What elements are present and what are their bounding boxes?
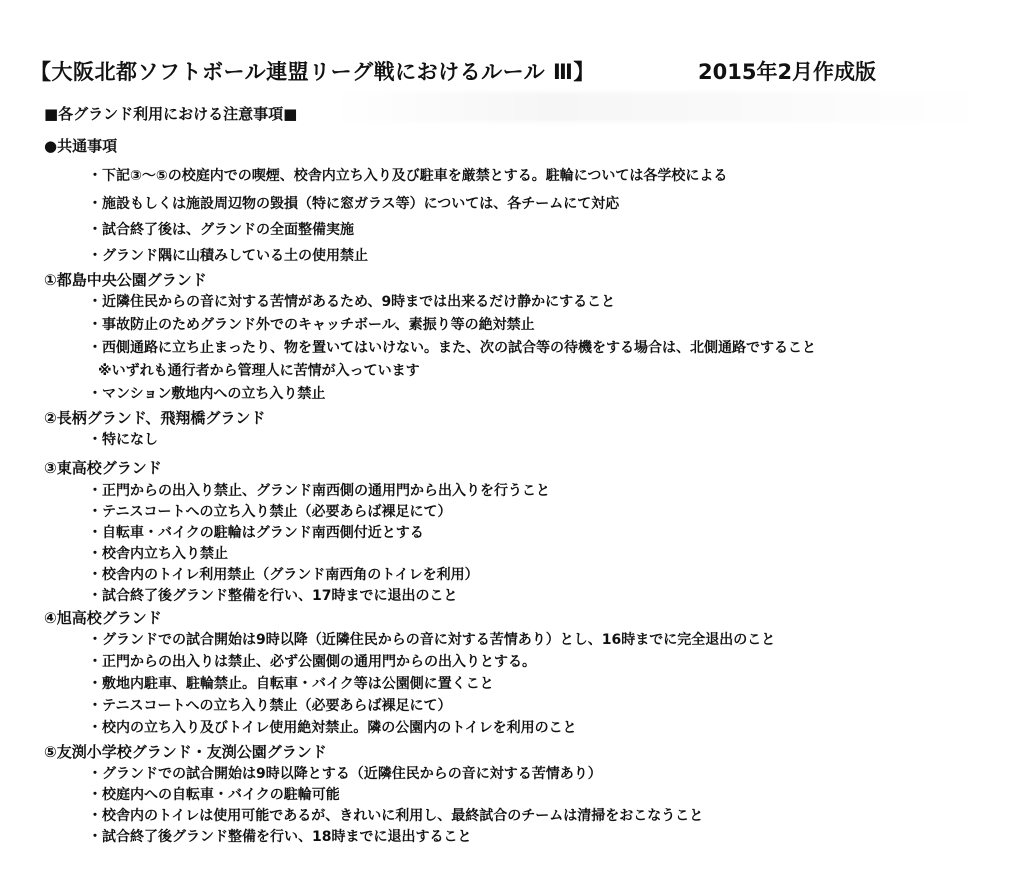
scan-artifact bbox=[330, 92, 990, 122]
section-item: ・西側通路に立ち止まったり、物を置いてはいけない。また、次の試合等の待機をする場合は、北側通路ですること bbox=[88, 340, 816, 356]
section-item: ・テニスコートへの立ち入り禁止（必要あらば裸足にて） bbox=[88, 698, 452, 714]
section-heading: ⑤友渕小学校グランド・友渕公園グランド bbox=[44, 743, 327, 761]
section-item: ・正門からの出入りは禁止、必ず公園側の通用門からの出入りとする。 bbox=[88, 654, 536, 670]
section-item: ・正門からの出入り禁止、グランド南西側の通用門から出入りを行うこと bbox=[88, 483, 550, 499]
section-heading: ①都島中央公園グランド bbox=[44, 271, 207, 289]
section-item: ・校舎内のトイレは使用可能であるが、きれいに利用し、最終試合のチームは清掃をおこなうこと bbox=[88, 808, 704, 824]
section-item: ・校舎内のトイレ利用禁止（グランド南西角のトイレを利用） bbox=[88, 567, 479, 583]
common-item: ・下記③～⑤の校庭内での喫煙、校舎内立ち入り及び駐車を厳禁とする。駐輪については各学校による bbox=[88, 168, 728, 184]
section-item: ・グランドでの試合開始は9時以降とする（近隣住民からの音に対する苦情あり） bbox=[88, 766, 602, 782]
section-item: ・自転車・バイクの駐輪はグランド南西側付近とする bbox=[88, 525, 424, 541]
section-heading: ②長柄グランド、飛翔橋グランド bbox=[44, 409, 266, 427]
notice-heading: ■各グランド利用における注意事項■ bbox=[44, 105, 298, 123]
section-item: ・テニスコートへの立ち入り禁止（必要あらば裸足にて） bbox=[88, 504, 452, 520]
section-item: ・試合終了後グランド整備を行い、18時までに退出すること bbox=[88, 829, 472, 845]
section-note: ※いずれも通行者から管理人に苦情が入っています bbox=[98, 363, 420, 379]
section-item: ・近隣住民からの音に対する苦情があるため、9時までは出来るだけ静かにすること bbox=[88, 294, 616, 310]
section-item: ・グランドでの試合開始は9時以降（近隣住民からの音に対する苦情あり）とし、16時までに完全退出のこと bbox=[88, 632, 776, 648]
section-heading: ④旭高校グランド bbox=[44, 609, 162, 627]
common-item: ・施設もしくは施設周辺物の毀損（特に窓ガラス等）については、各チームにて対応 bbox=[88, 196, 620, 212]
common-heading: ●共通事項 bbox=[44, 137, 118, 155]
section-item: ・特になし bbox=[88, 432, 158, 448]
section-heading: ③東高校グランド bbox=[44, 459, 162, 477]
section-item: ・事故防止のためグランド外でのキャッチボール、素振り等の絶対禁止 bbox=[88, 317, 535, 333]
common-item: ・グランド隅に山積みしている土の使用禁止 bbox=[88, 248, 368, 264]
section-item: ・マンション敷地内への立ち入り禁止 bbox=[88, 386, 326, 402]
section-item: ・校舎内立ち入り禁止 bbox=[88, 546, 228, 562]
document-title: 【大阪北都ソフトボール連盟リーグ戦におけるルール Ⅲ】 bbox=[30, 60, 595, 84]
section-item: ・校庭内への自転車・バイクの駐輪可能 bbox=[88, 787, 340, 803]
section-item: ・敷地内駐車、駐輪禁止。自転車・バイク等は公園側に置くこと bbox=[88, 676, 494, 692]
section-item: ・試合終了後グランド整備を行い、17時までに退出のこと bbox=[88, 588, 458, 604]
document-date: 2015年2月作成版 bbox=[698, 60, 877, 84]
section-item: ・校内の立ち入り及びトイレ使用絶対禁止。隣の公園内のトイレを利用のこと bbox=[88, 720, 577, 736]
common-item: ・試合終了後は、グランドの全面整備実施 bbox=[88, 222, 354, 238]
